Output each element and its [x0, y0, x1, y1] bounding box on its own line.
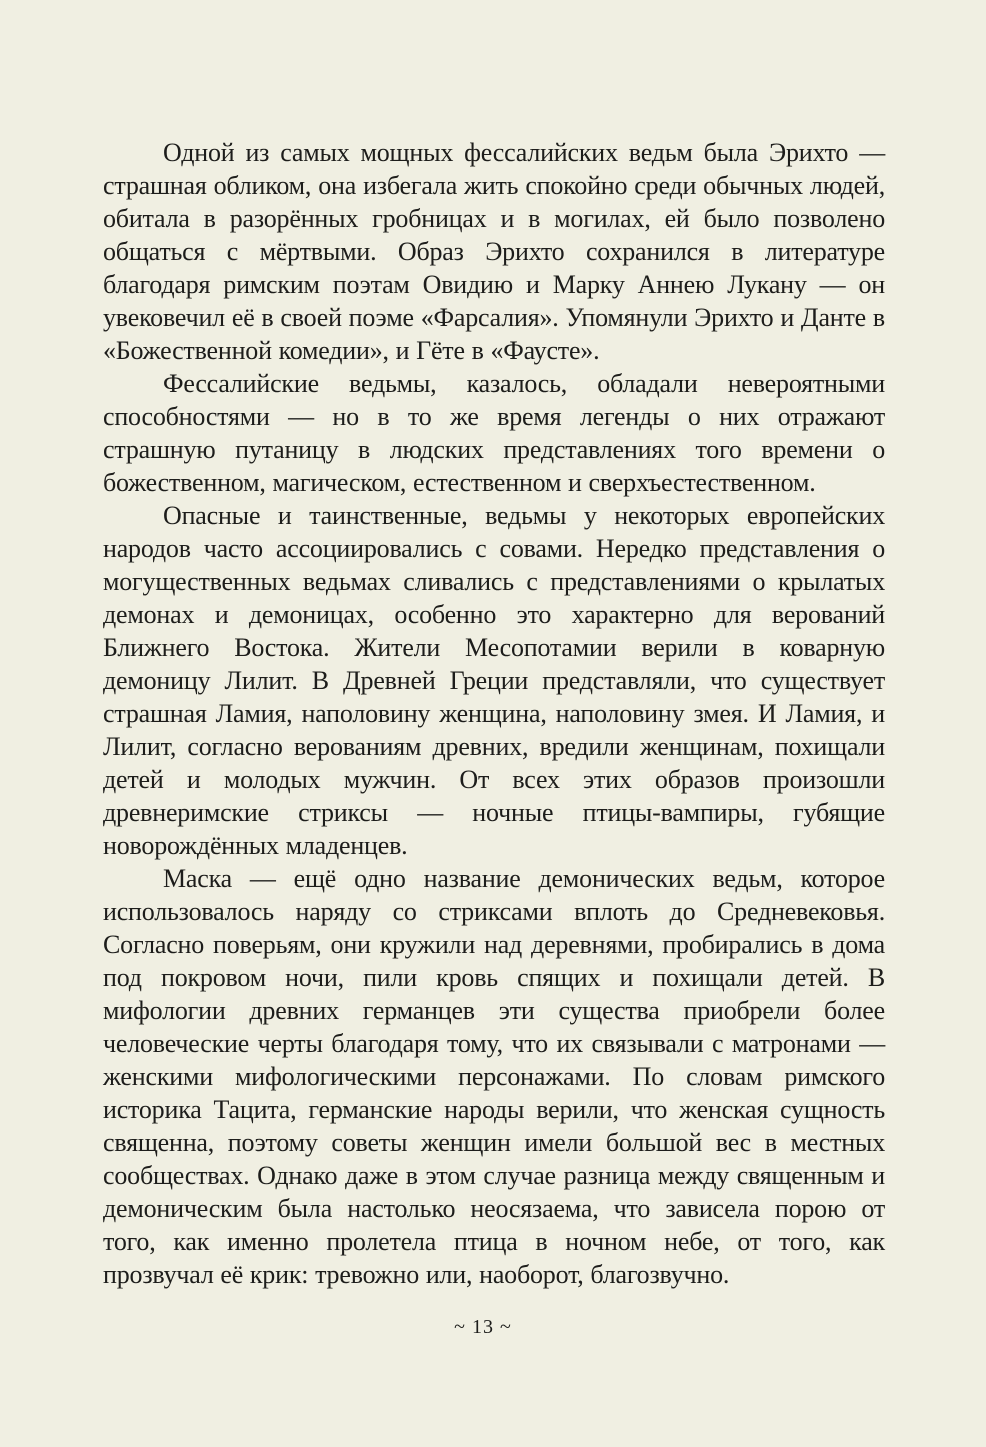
paragraph-maska-matrons: Маска — ещё одно название демонических ведьм, которое использовалось наряду со стриксами вплоть до Средневековья. Согласно поверьям, они кружили над деревнями, пробирались в дома под покровом ночи, пили кровь спящих и похищали детей. В мифологии древних германцев эти существа приобрели более человеческие черты благодаря тому, что их связывали с матронами — женскими мифологическими персонажами. По словам римского историка Тацита, германские народы верили, что женская сущность священна, поэтому советы женщин имели большой вес в местных сообществах. Однако даже в этом случае разница между священным и демоническим была настолько неосязаема, что зависела порою от того, как именно пролетела птица в ночном небе, от того, как прозвучал её крик: тревожно или, наоборот, благозвучно. [103, 864, 885, 1289]
page-number: ~ 13 ~ [454, 1316, 512, 1338]
paragraph-erichtho: Одной из самых мощных фессалийских ведьм была Эрихто — страшная обликом, она избегала жить спокойно среди обычных людей, обитала в разорённых гробницах и в могилах, ей было позволено общаться с мёртвыми. Образ Эрихто сохранился в литературе благодаря римским поэтам Овидию и Марку Аннею Лукану — он увековечил её в своей поэме «Фарсалия». Упомянули Эрихто и Данте в «Божественной комедии», и Гёте в «Фаусте». [103, 138, 885, 365]
paragraph-owls-lilith-lamia: Опасные и таинственные, ведьмы у некоторых европейских народов часто ассоциировались с совами. Нередко представления о могущественных ведьмах сливались с представлениями о крылатых демонах и демоницах, особенно это характерно для верований Ближнего Востока. Жители Месопотамии верили в коварную демоницу Лилит. В Древней Греции представляли, что существует страшная Ламия, наполовину женщина, наполовину змея. И Ламия, и Лилит, согласно верованиям древних, вредили женщинам, похищали детей и молодых мужчин. От всех этих образов произошли древнеримские стриксы — ночные птицы-вампиры, губящие новорождённых младенцев. [103, 501, 885, 860]
text-block [103, 136, 885, 1291]
paragraph-thessalian-witches: Фессалийские ведьмы, казалось, обладали невероятными способностями — но в то же время легенды о них отражают страшную путаницу в людских представлениях того времени о божественном, магическом, естественном и сверхъестественном. [103, 369, 885, 497]
